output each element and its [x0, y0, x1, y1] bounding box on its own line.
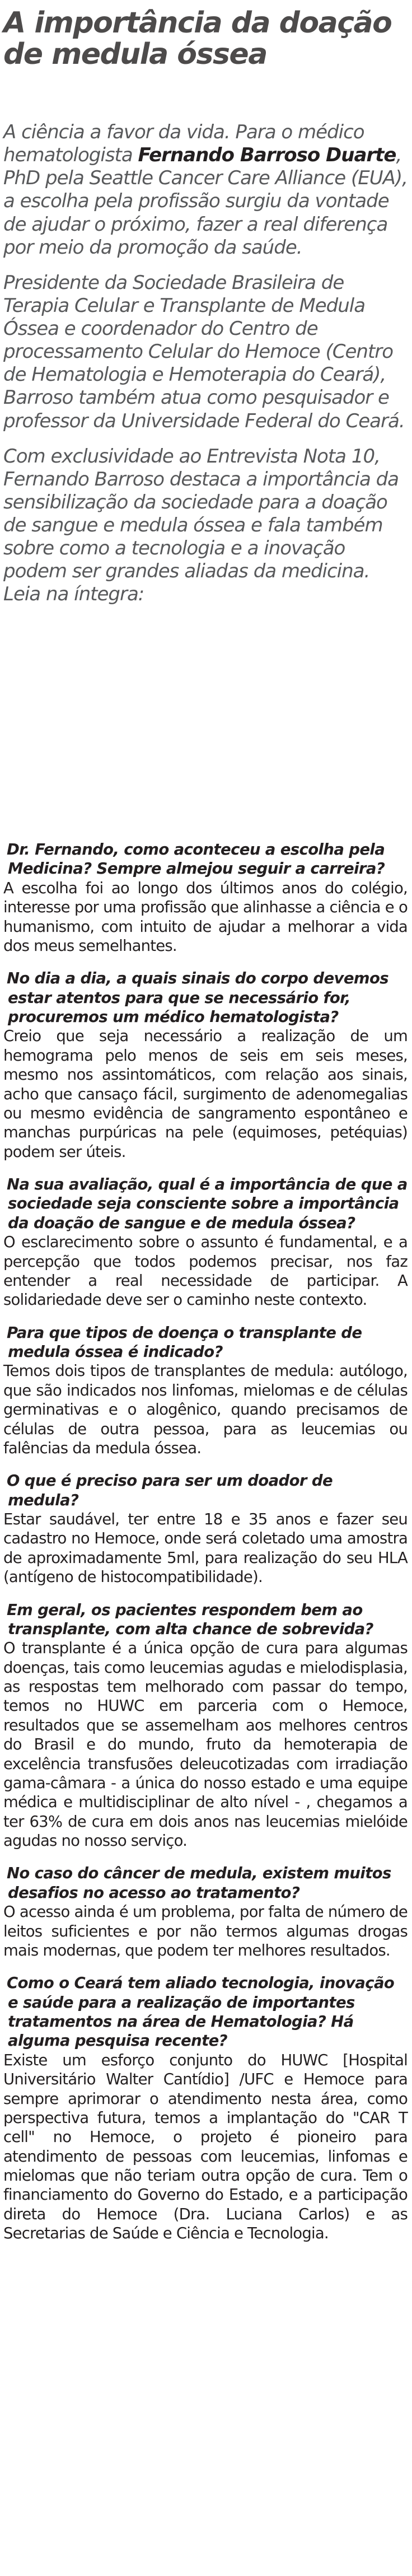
answer: O acesso ainda é um problema, por falta de número de leitos suficientes e por não termos algumas drogas mais modernas, que podem ter melhores resultados.: [3, 1903, 408, 1959]
question: Dr. Fernando, como aconteceu a escolha pela Medicina? Sempre almejou seguir a carreira?: [7, 841, 385, 878]
intro-text: , PhD pela Seattle Cancer Care Alliance (EUA), a escolha pela profissão surgiu da vontade de ajudar o próximo, fazer a real diferença por meio da promoção da saúde.: [3, 144, 408, 259]
intro-paragraph: [3, 121, 408, 259]
interview-body: [3, 840, 408, 2257]
answer: Creio que seja necessário a realização de um hemograma pelo menos de seis em seis meses, mesmo nos assintomáticos, com relação aos sinais, acho que cansaço fácil, surgimento de adenomegalias ou mesmo evidência de sangramento espontâneo e manchas purpúricas na pele (equimoses, petéquias) podem ser úteis.: [3, 1027, 408, 1161]
qa-item: [3, 1973, 408, 2243]
answer: Estar saudável, ter entre 18 e 35 anos e fazer seu cadastro no Hemoce, onde será coletado uma amostra de aproximadamente 5ml, para realização do seu HLA (antígeno de histocompatibilidade).: [3, 1510, 408, 1586]
qa-item: [3, 1323, 408, 1458]
question: O que é preciso para ser um doador de medula?: [7, 1472, 333, 1509]
question: Para que tipos de doença o transplante de medula óssea é indicado?: [7, 1323, 362, 1361]
qa-item: [3, 840, 408, 955]
qa-item: [3, 1471, 408, 1586]
intro-paragraph: Com exclusividade ao Entrevista Nota 10, Fernando Barroso destaca a importância da sensibilização da sociedade para a doação de sangue e medula óssea e fala também sobre como a tecnologia e a inovação podem ser grandes aliadas da medicina. Leia na íntegra:: [3, 445, 399, 606]
question: Na sua avaliação, qual é a importância de que a sociedade seja consciente sobre a importância da doação de sangue e de medula óssea?: [7, 1175, 408, 1232]
qa-item: [3, 969, 408, 1161]
intro-text: A ciência a favor da vida. Para o médico hematologista: [3, 121, 364, 167]
answer: A escolha foi ao longo dos últimos anos do colégio, interesse por uma profissão que alinhasse a ciência e o humanismo, com intuito de ajudar a melhorar a vida dos meus semelhantes.: [3, 879, 408, 955]
answer: O transplante é a única opção de cura para algumas doenças, tais como leucemias agudas e mielodisplasia, as respostas tem melhorado com passar do tempo, temos no HUWC em parceria com o Hemoce, resultados que se assemelham aos melhores centros do Brasil e do mundo, fruto da hemoterapia de excelência transfusões deleucotizadas com irradiação gama-câmara - a única do nosso estado e uma equipe médica e multidisciplinar de alto nível - , chegamos a ter 63% de cura em dois anos nas leucemias mielóide agudas no nosso serviço.: [3, 1639, 408, 1850]
qa-item: [3, 1600, 408, 1851]
answer: O esclarecimento sobre o assunto é fundamental, e a percepção que todos podemos precisar, nos faz entender a real necessidade de participar. A solidariedade deve ser o caminho neste contexto.: [3, 1233, 408, 1309]
qa-item: [3, 1864, 408, 1960]
answer: Temos dois tipos de transplantes de medula: autólogo, que são indicados nos linfomas, mielomas e de células germinativas e o alogênico, quando precisamos de células de outra pessoa, para as leucemias ou falências da medula óssea.: [3, 1362, 408, 1457]
question: Em geral, os pacientes respondem bem ao transplante, com alta chance de sobrevida?: [7, 1600, 373, 1638]
article-intro: [3, 121, 408, 619]
intro-paragraph: Presidente da Sociedade Brasileira de Terapia Celular e Transplante de Medula Óssea e coordenador do Centro de processamento Celular do Hemoce (Centro de Hematologia e Hemoterapia do Ceará), Barroso também atua como pesquisador e professor da Universidade Federal do Ceará.: [3, 271, 405, 432]
question: Como o Ceará tem aliado tecnologia, inovação e saúde para a realização de importantes tratamentos na área de Hematologia? Há alguma pesquisa recente?: [7, 1974, 395, 2050]
question: No caso do câncer de medula, existem muitos desafios no acesso ao tratamento?: [7, 1864, 391, 1902]
question: No dia a dia, a quais sinais do corpo devemos estar atentos para que se necessário for, procuremos um médico hematologista?: [7, 969, 389, 1026]
article-title: A importância da doação de medula óssea: [3, 6, 392, 71]
qa-item: [3, 1175, 408, 1310]
answer: Existe um esforço conjunto do HUWC [Hospital Universitário Walter Cantídio] /UFC e Hemoce para sempre aprimorar o atendimento nesta área, como perspectiva futura, temos a implantação do "CAR T cell" no Hemoce, o projeto é pioneiro para atendimento de pessoas com leucemias, linfomas e mielomas que não teriam outra opção de cura. Tem o financiamento do Governo do Estado, e a participação direta do Hemoce (Dra. Luciana Carlos) e as Secretarias de Saúde e Ciência e Tecnologia.: [3, 2051, 408, 2243]
interviewee-name: Fernando Barroso Duarte: [138, 144, 396, 167]
